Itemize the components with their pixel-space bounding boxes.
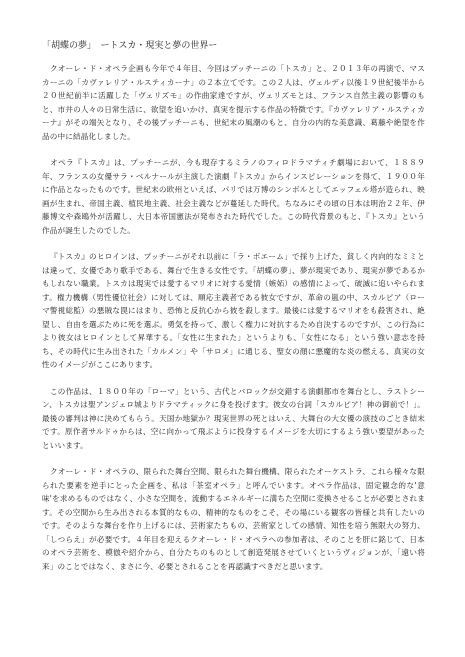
- paragraph-tea-room-opera: クオーレ・ド・オペラの、限られた舞台空間、限られた舞台機構、限られたオーケストラ、これら様々な限られた要素を逆手にとった企画を、私は「茶室オペラ」と呼んでいます。オペラ作品は、固定観念的な'意味'を求めるものではなく、小さな空間を、流動するエネルギーに満ちた空間に変換させることが必要とされます。その空間から生み出される本質的なもの、精神的なものをこそ、その場にいる観客の皆様と共有したいのです。そのような舞台を作り上げるには、芸術家たちもの、芸術家としての感情、知性を培う無限大の努力、「しつらえ」が必要です。４年目を迎えるクオーレ・ド・オペラへの参加者は、そのことを肝に銘じて、日本のオペラ芸術を、模倣や紹介から、自分たちのものとして創造発展させていくというヴィジョンが、「遠い将来」のことではなく、まさに今、必要とされることを再認識すべきだと思います。: [42, 467, 425, 571]
- paragraph-tosca-origin: オペラ『トスカ』は、プッチーニが、今も現存するミラノのフィロドラマティチ劇場において、１８８９年、フランスの女優サラ・ベルナールが主演した演劇『トスカ』からインスピレーションを得て、１９００年に作品となったものです。世紀末の欧州といえば、パリでは万博のシンボルとしてエッフェル塔が造られ、映画が生まれ、帝国主義、植民地主義、社会主義などが蔓延した時代。ちなみにその頃の日本は明治２２年、伊藤博文や森鴎外が活躍し、大日本帝国憲法が発布された時代でした。この時代背景のもと、『トスカ』という作品が誕生したのでした。: [42, 158, 425, 235]
- paragraph-rome-setting: この作品は、１８００年の「ローマ」という、古代とバロックが交錯する演劇都市を舞台とし、ラストシーン、トスカは聖アンジェロ城よりドラマティックに身を投げます。彼女の台詞「スカルピア！神の御前で！」。最後の審判は神に決めてもらう。天国か地獄か？現実世界の死とはいえ、大舞台の大女優の演技のごとき結末です。原作者サルドゥからは、空に向かって飛ぶように投身するイメージを大切にするよう強い要望があったといいます。: [42, 386, 425, 450]
- paragraph-heroine: 『トスカ』のヒロインは、プッチーニがそれ以前に「ラ・ボエーム」で採り上げた、貧しく内向的なミミとは違って、女優であり歌手である、舞台で生きる女性です。「胡蝶の夢」、夢が現実であり、現実が夢であるかもしれない職業。トスカは現実では愛するマリオに対する愛情（嫉妬）の感情によって、破滅に追いやられます。権力機構（男性優位社会）に対しては、順応主義者である彼女ですが、革命の嵐の中、スカルピア（ローマ警視総監）の悪賊な罠にはまり、恐怖と反抗心から彼を殺します。最後には愛するマリオをも殺害され、絶望し、自由を選ぶために死を選ぶ。勇気を持って、激しく権力に対抗するため自決するのですが、この行為により彼女はヒロインとして昇華する。「女性に生まれた」というよりも、「女性になる」という強い意志を持ち、その時代に生み出された「カルメン」や「サロメ」に通じる、聖女の顔に悪魔的な炎の燃える、真実の女性のイメージがここにあります。: [42, 252, 425, 369]
- paragraph-intro: クオーレ・ド・オペラ企画も今年で４年目、今回はプッチーニの「トスカ」と、２０１３年の再演で、マスカーニの「カヴァレリア・ルスティカーナ」の２本立てです。この２人は、ヴェルディ以後１９世紀後半から２０世紀前半に活躍した「ヴェリズモ」の作曲家達ですが、ヴェリズモとは、フランス自然主義の影響のもと、市井の人々の日常生活に、欲望を追いかけ、真実を提示する作品の特徴です。『カヴァレリア・ルスティカーナ』がその端矢となり、その後プッチーニも、世紀末の風潮のもと、自分の内的な美意識、葛藤や絶望を作品の中に結晶化しました。: [42, 64, 425, 141]
- document-title: 「胡蝶の夢」 ートスカ・現実と夢の世界ー: [42, 41, 218, 51]
